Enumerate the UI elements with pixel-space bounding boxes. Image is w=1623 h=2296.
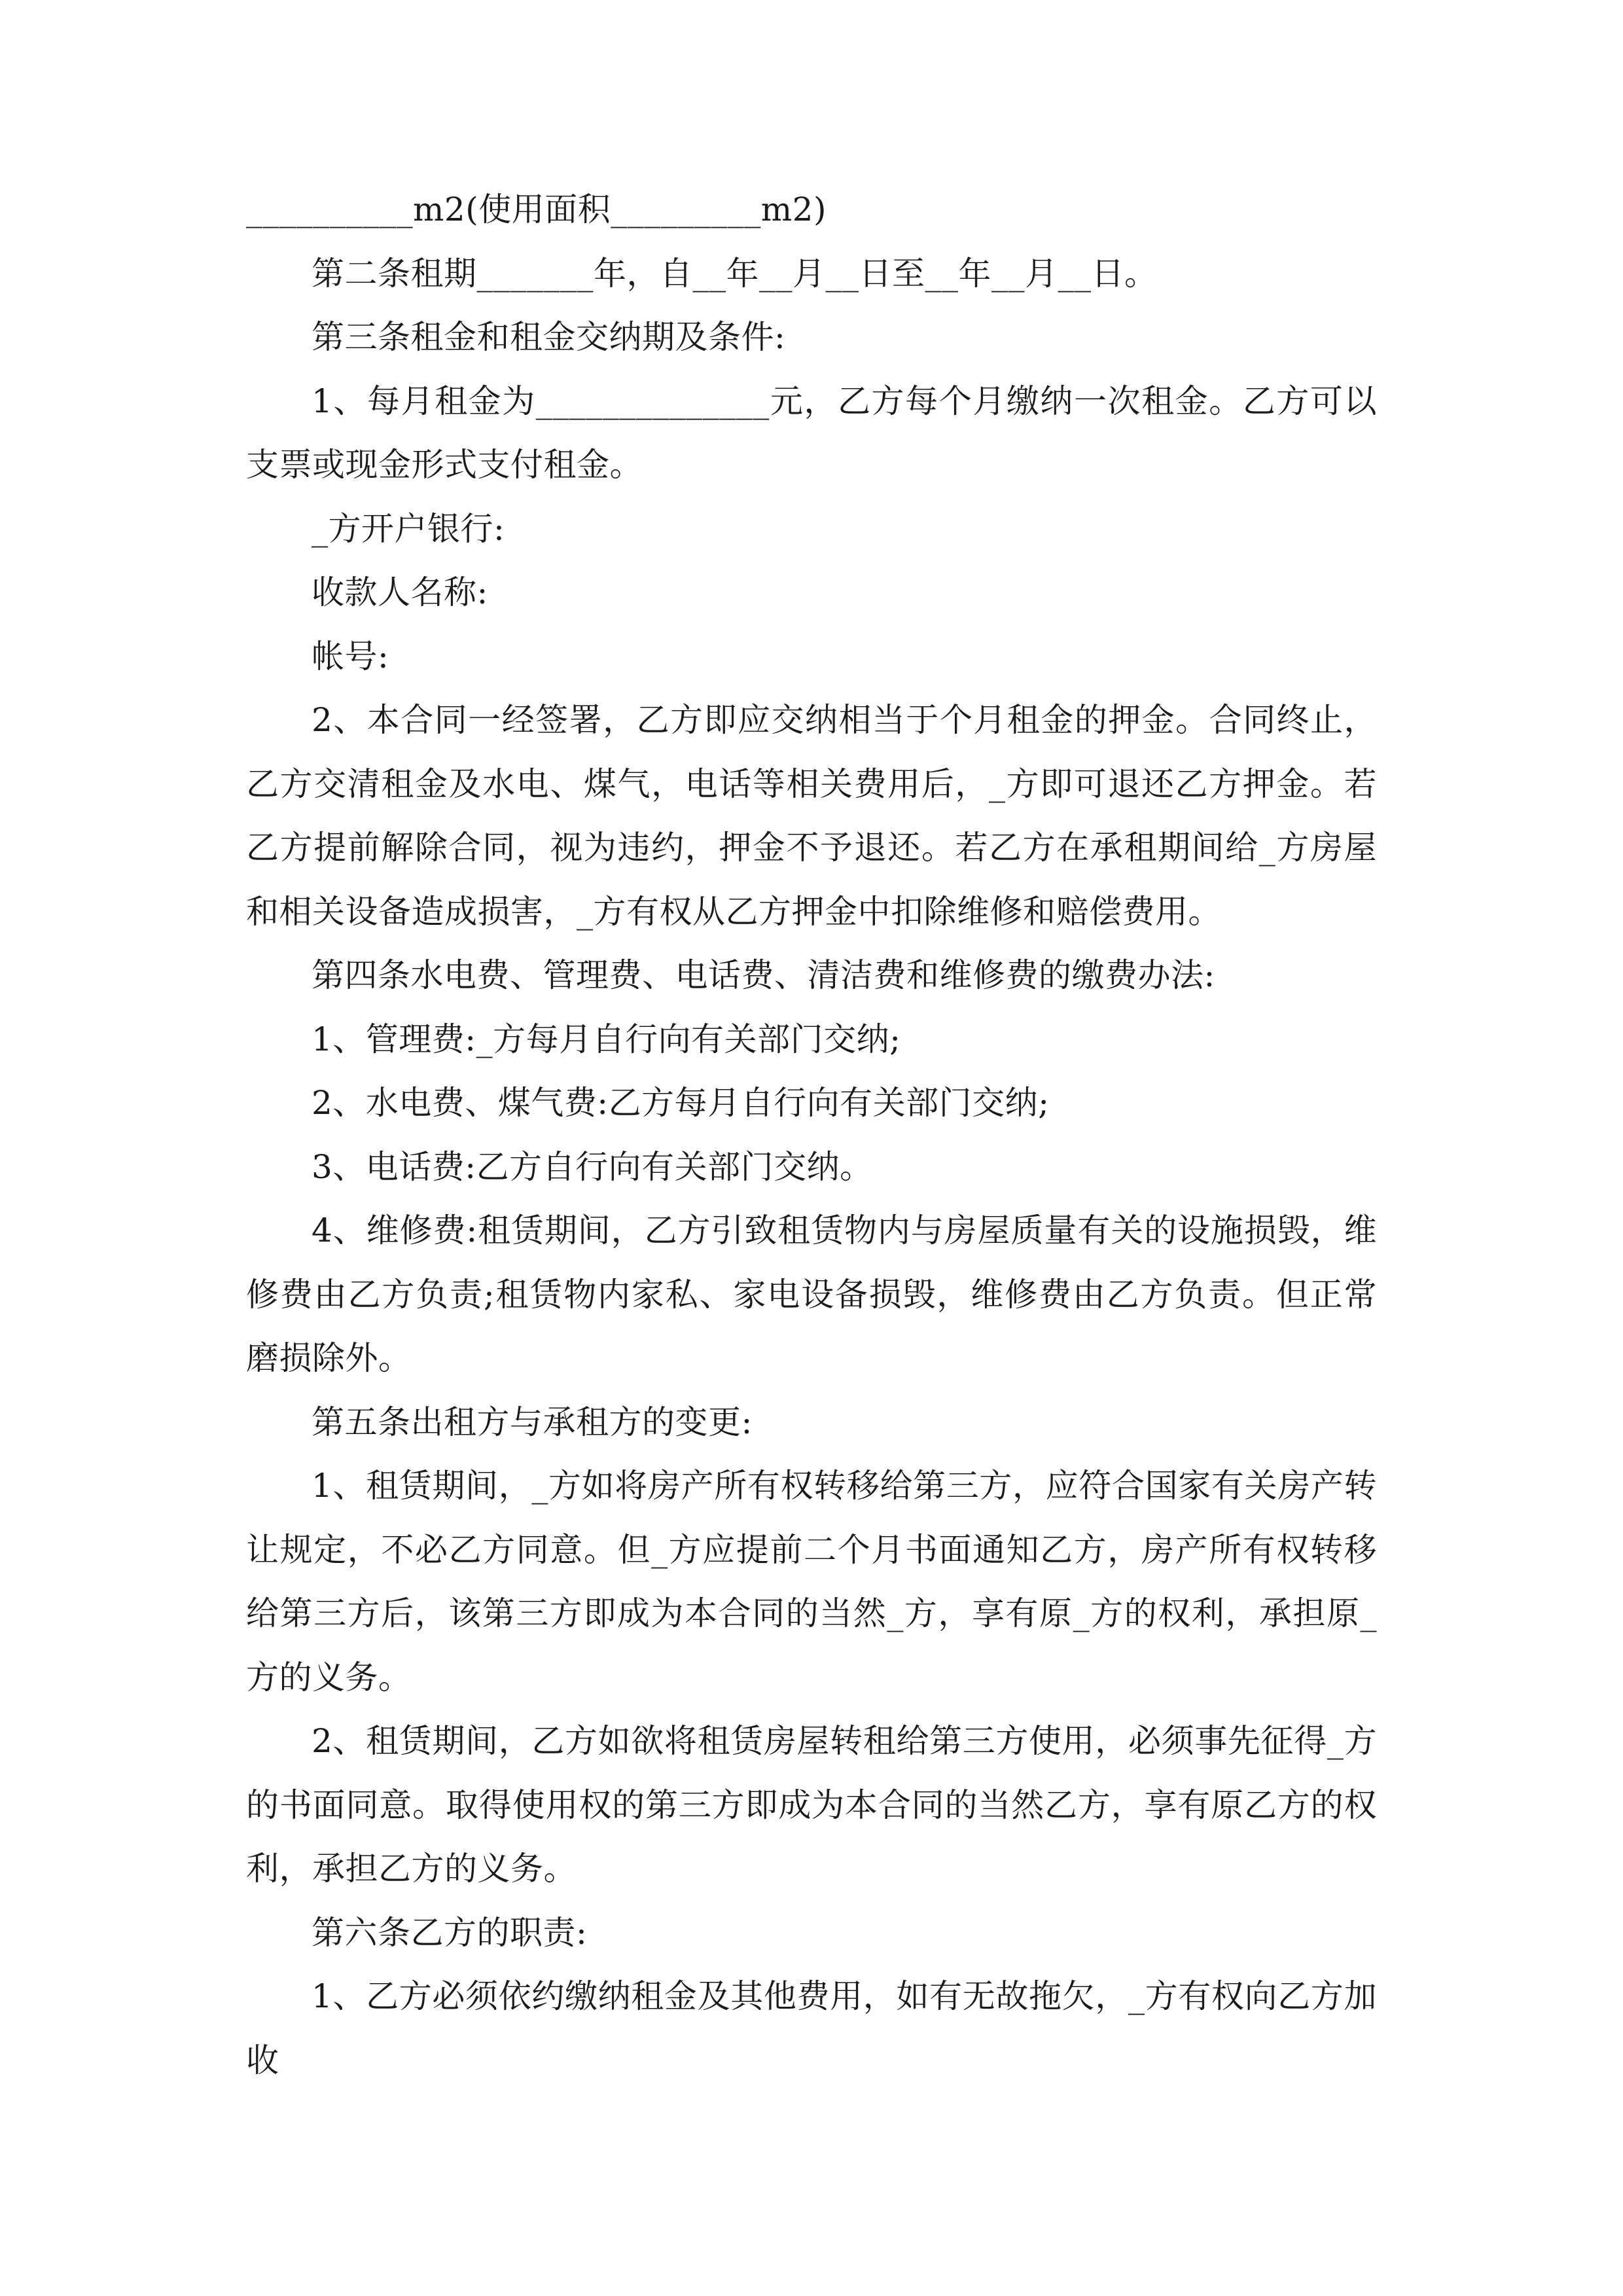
clause-6-item-1: 1、乙方必须依约缴纳租金及其他费用，如有无故拖欠，_方有权向乙方加收 <box>246 1977 1377 2079</box>
clause-3-item-2: 2、本合同一经签署，乙方即应交纳相当于个月租金的押金。合同终止，乙方交清租金及水电、煤气，电话等相关费用后，_方即可退还乙方押金。若乙方提前解除合同，视为违约，押金不予退还。若乙方在承租期间给_方房屋和相关设备造成损害，_方有权从乙方押金中扣除维修和赔偿费用。 <box>246 701 1377 931</box>
clause-4-heading: 第四条水电费、管理费、电话费、清洁费和维修费的缴费办法: <box>312 956 1215 994</box>
clause-6-heading: 第六条乙方的职责: <box>312 1913 588 1952</box>
clause-5-heading: 第五条出租方与承租方的变更: <box>312 1403 753 1441</box>
account-line: 帐号: <box>312 637 389 675</box>
clause-2-lease-term: 第二条租期_______年，自__年__月__日至__年__月__日。 <box>312 254 1158 293</box>
clause-5-item-1: 1、租赁期间，_方如将房产所有权转移给第三方，应符合国家有关房产转让规定，不必乙方同意。但_方应提前二个月书面通知乙方，房产所有权转移给第三方后，该第三方即成为本合同的当然_方，享有原_方的权利，承担原_方的义务。 <box>246 1467 1377 1696</box>
clause-3-item-1: 1、每月租金为______________元，乙方每个月缴纳一次租金。乙方可以支票或现金形式支付租金。 <box>246 382 1377 484</box>
payee-line: 收款人名称: <box>312 573 488 611</box>
clause-4-item-2: 2、水电费、煤气费:乙方每月自行向有关部门交纳; <box>312 1084 1050 1122</box>
clause-3-heading: 第三条租金和租金交纳期及条件: <box>312 318 786 356</box>
bank-line: _方开户银行: <box>312 509 505 548</box>
clause-5-item-2: 2、租赁期间，乙方如欲将租赁房屋转租给第三方使用，必须事先征得_方的书面同意。取得使用权的第三方即成为本合同的当然乙方，享有原乙方的权利，承担乙方的义务。 <box>246 1722 1377 1888</box>
clause-4-item-4: 4、维修费:租赁期间，乙方引致租赁物内与房屋质量有关的设施损毁，维修费由乙方负责;租赁物内家私、家电设备损毁，维修费由乙方负责。但正常磨损除外。 <box>246 1211 1377 1377</box>
clause-4-item-1: 1、管理费:_方每月自行向有关部门交纳; <box>312 1020 901 1058</box>
clause-4-item-3: 3、电话费:乙方自行向有关部门交纳。 <box>312 1147 873 1186</box>
area-line: __________m2(使用面积_________m2) <box>246 190 827 228</box>
contract-body <box>246 178 1377 2092</box>
